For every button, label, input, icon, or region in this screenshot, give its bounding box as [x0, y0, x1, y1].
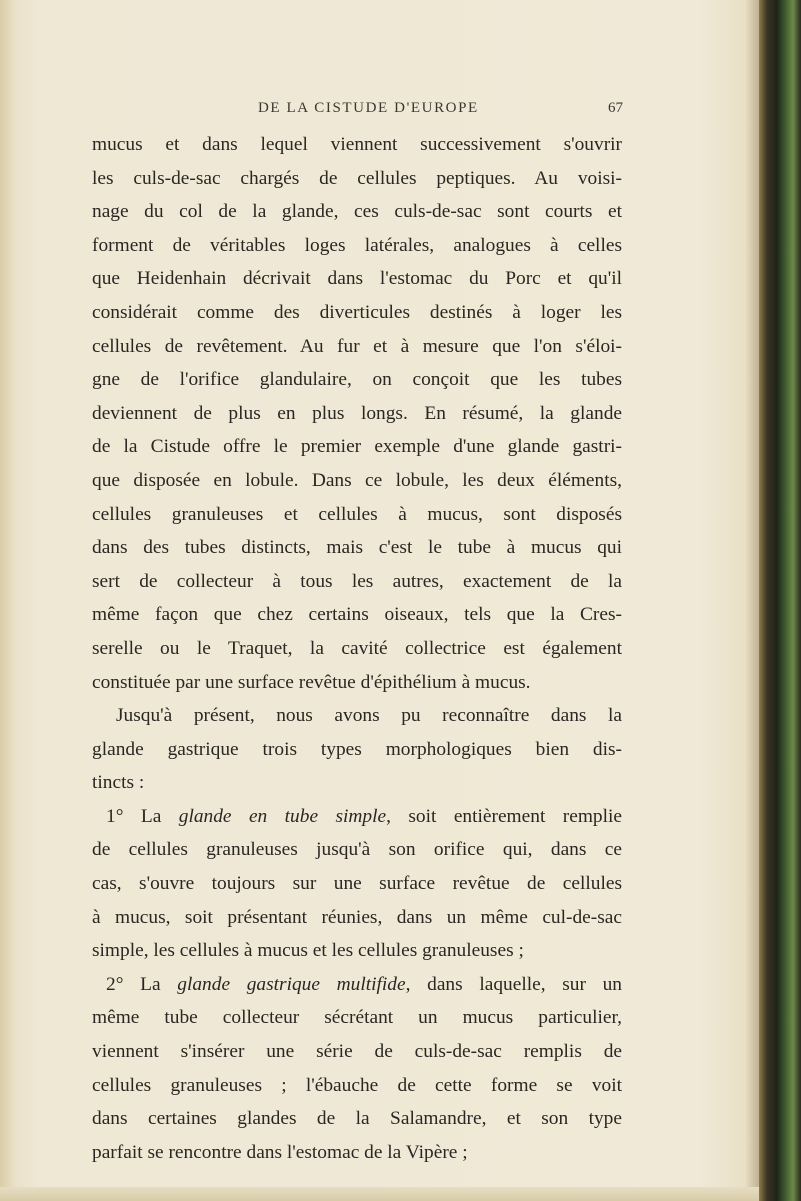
text-line: même tube collecteur sécrétant un mucus particulier,	[92, 1007, 622, 1029]
italic-term: glande en tube simple	[178, 805, 387, 827]
body-text	[92, 128, 622, 1169]
list-number: 2°	[106, 973, 124, 995]
text-line: que Heidenhain décrivait dans l'estomac du Porc et qu'il	[92, 268, 622, 290]
text-run: , dans laquelle, sur un	[405, 973, 623, 995]
text-line: simple, les cellules à mucus et les cellules granuleuses ;	[92, 940, 524, 962]
text-line: même façon que chez certains oiseaux, tels que la Cres-	[92, 604, 622, 626]
text-line: dans certaines glandes de la Salamandre, et son type	[92, 1108, 622, 1130]
text-line: mucus et dans lequel viennent successivement s'ouvrir	[92, 134, 622, 155]
text-line: cas, s'ouvre toujours sur une surface revêtue de cellules	[92, 873, 622, 895]
text-line: cellules granuleuses ; l'ébauche de cette forme se voit	[92, 1074, 622, 1096]
page-bottom-edge	[0, 1187, 759, 1201]
text-line: viennent s'insérer une série de culs-de-sac remplis de	[92, 1041, 622, 1063]
list-number: 1°	[106, 805, 124, 827]
text-line: de cellules granuleuses jusqu'à son orifice qui, dans ce	[92, 839, 622, 861]
text-line: constituée par une surface revêtue d'épithélium à mucus.	[92, 671, 531, 693]
page-left-edge	[0, 0, 14, 1201]
italic-term: glande gastrique multifide	[177, 973, 406, 995]
text-line: glande gastrique trois types morphologiques bien dis-	[92, 738, 622, 760]
text-run: , soit entièrement remplie	[386, 805, 622, 827]
text-line: dans des tubes distincts, mais c'est le tube à mucus qui	[92, 537, 622, 559]
page-number: 67	[608, 100, 623, 116]
text-line: sert de collecteur à tous les autres, exactement de la	[92, 570, 622, 592]
text-line: les culs-de-sac chargés de cellules peptiques. Au voisi-	[92, 167, 622, 189]
running-title: DE LA CISTUDE D'EUROPE	[258, 100, 479, 116]
text-line: forment de véritables loges latérales, analogues à celles	[92, 234, 622, 256]
text-line: tincts :	[92, 772, 145, 794]
text-line: de la Cistude offre le premier exemple d'une glande gastri-	[92, 436, 622, 458]
article: La	[140, 973, 161, 995]
text-line: serelle ou le Traquet, la cavité collectrice est également	[92, 637, 622, 659]
text-line: que disposée en lobule. Dans ce lobule, les deux éléments,	[92, 469, 622, 491]
list-item-2-first-line	[92, 968, 622, 1002]
gutter-shadow	[745, 0, 759, 1201]
book-binding	[759, 0, 801, 1201]
text-line: cellules granuleuses et cellules à mucus, sont disposés	[92, 503, 622, 525]
text-line: nage du col de la glande, ces culs-de-sac sont courts et	[92, 201, 622, 223]
text-line: gne de l'orifice glandulaire, on conçoit que les tubes	[92, 369, 622, 391]
text-line: Jusqu'à présent, nous avons pu reconnaître dans la	[116, 705, 622, 727]
article: La	[140, 805, 162, 827]
text-line: considérait comme des diverticules destinés à loger les	[92, 301, 622, 323]
text-line: cellules de revêtement. Au fur et à mesure que l'on s'éloi-	[92, 335, 622, 357]
text-line: à mucus, soit présentant réunies, dans un même cul-de-sac	[92, 906, 622, 928]
text-line: deviennent de plus en plus longs. En résumé, la glande	[92, 402, 622, 424]
list-item-1-first-line	[92, 800, 622, 834]
text-line: parfait se rencontre dans l'estomac de la Vipère ;	[92, 1141, 468, 1163]
